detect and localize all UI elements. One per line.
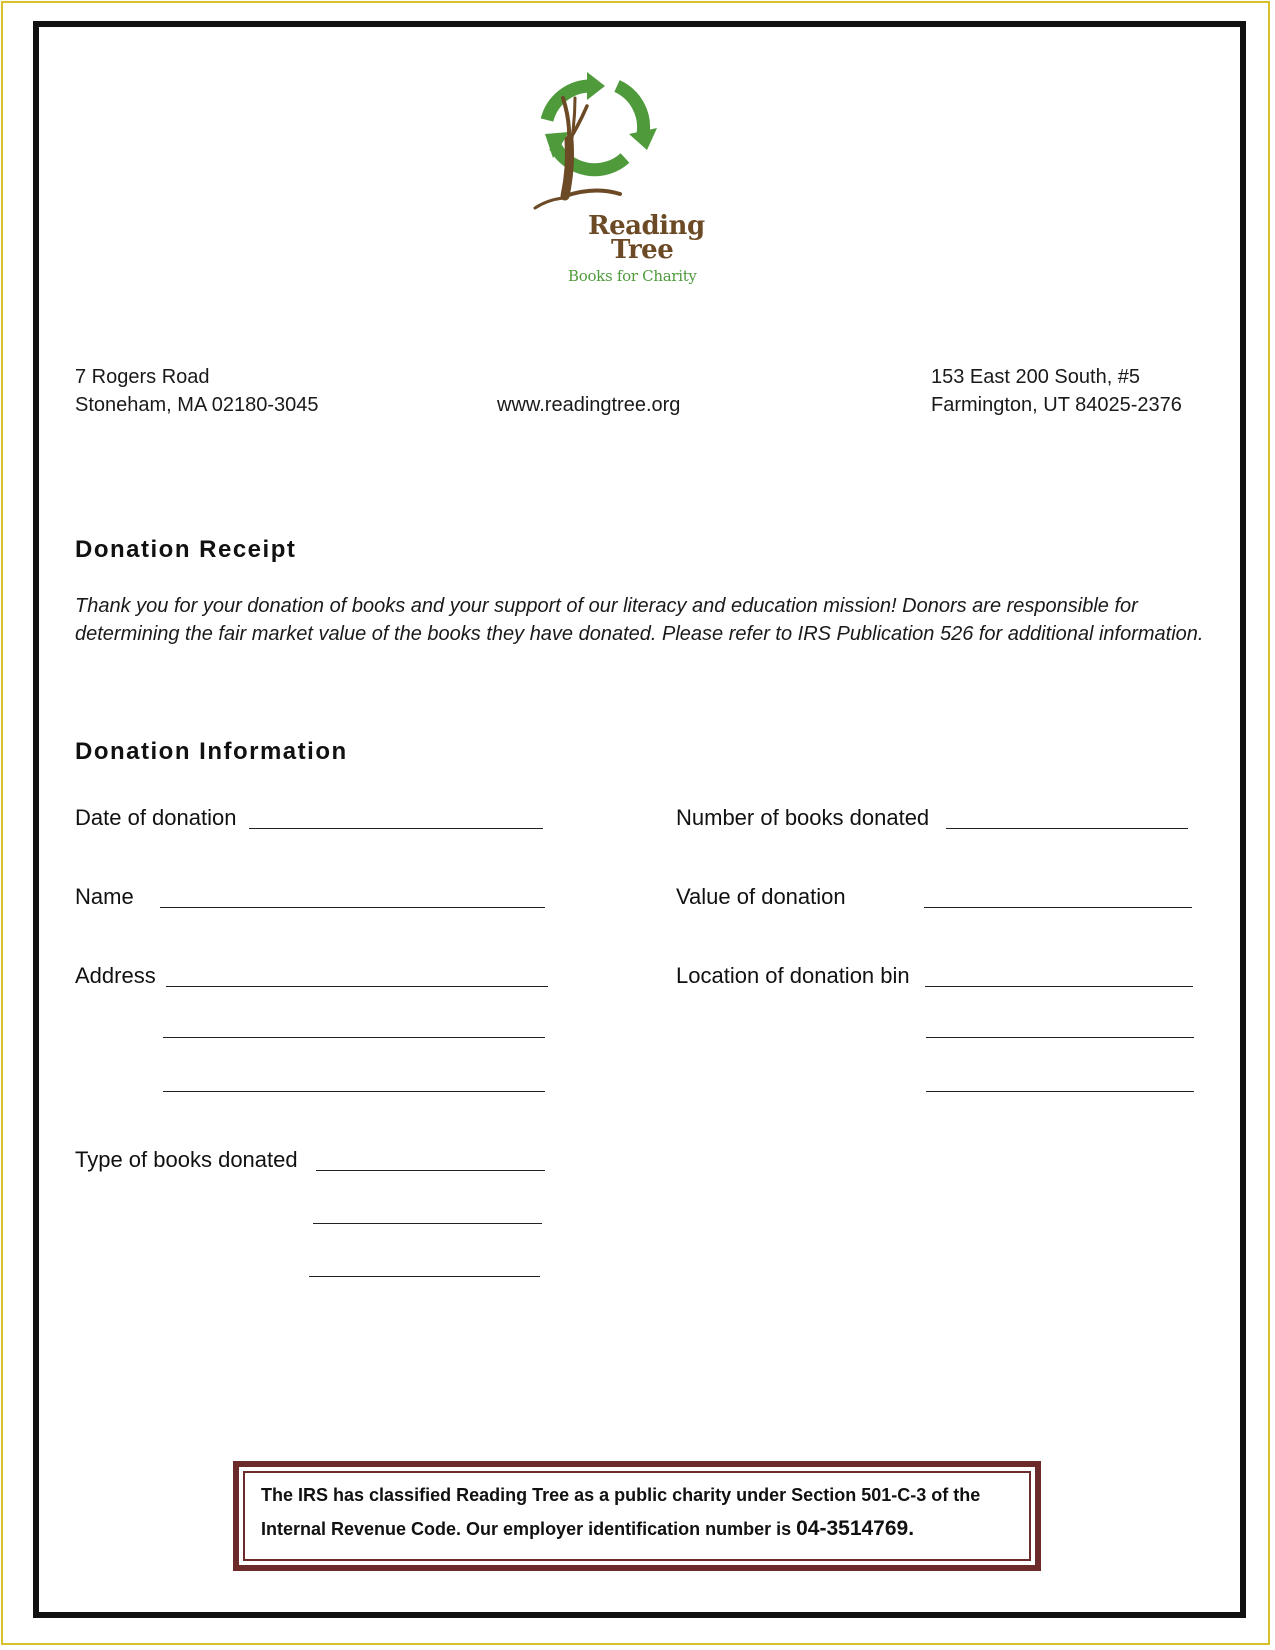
logo-tagline: Books for Charity xyxy=(568,267,697,285)
date-of-donation-field[interactable] xyxy=(249,828,543,829)
donation-information-heading: Donation Information xyxy=(75,738,348,765)
number-of-books-label: Number of books donated xyxy=(676,805,930,830)
irs-notice-body: The IRS has classified Reading Tree as a public charity under Section 501-C-3 of the Internal Revenue Code. Our employer identification number is xyxy=(261,1485,981,1539)
address-left-line1: 7 Rogers Road xyxy=(75,366,210,388)
employer-identification-number: 04-3514769. xyxy=(796,1517,915,1540)
address-farmington xyxy=(931,363,1182,419)
address-field-line2[interactable] xyxy=(163,1037,545,1038)
reading-tree-logo xyxy=(525,68,705,288)
name-field[interactable] xyxy=(160,907,545,908)
address-label: Address xyxy=(75,963,156,988)
type-of-books-field-line1[interactable] xyxy=(316,1170,545,1171)
intro-paragraph: Thank you for your donation of books and your support of our literacy and education mission! Donors are responsible for determining the fair market value of the books they have donated. Please refer to IRS Publication 526 for additional information. xyxy=(75,595,1204,645)
website-link[interactable]: www.readingtree.org xyxy=(497,394,681,416)
type-of-books-field-line3[interactable] xyxy=(309,1276,540,1277)
irs-notice-text xyxy=(261,1479,1021,1546)
donation-bin-location-field-line1[interactable] xyxy=(925,986,1193,987)
irs-notice-box xyxy=(233,1461,1041,1571)
type-of-books-field-line2[interactable] xyxy=(313,1223,542,1224)
tree-recycle-icon xyxy=(525,68,705,218)
logo-name-reading: Reading xyxy=(588,211,705,241)
value-of-donation-label: Value of donation xyxy=(676,884,846,909)
donation-bin-location-field-line2[interactable] xyxy=(926,1037,1194,1038)
date-of-donation-label: Date of donation xyxy=(75,805,237,830)
address-right-line2: Farmington, UT 84025-2376 xyxy=(931,394,1182,416)
name-label: Name xyxy=(75,884,134,909)
donation-receipt-heading: Donation Receipt xyxy=(75,536,297,563)
address-right-line1: 153 East 200 South, #5 xyxy=(931,366,1141,388)
type-of-books-label: Type of books donated xyxy=(75,1147,298,1172)
donation-bin-location-field-line3[interactable] xyxy=(926,1091,1194,1092)
address-stoneham xyxy=(75,363,319,419)
donation-bin-location-label: Location of donation bin xyxy=(676,963,910,988)
address-field-line1[interactable] xyxy=(166,986,548,987)
address-field-line3[interactable] xyxy=(163,1091,545,1092)
value-of-donation-field[interactable] xyxy=(924,907,1192,908)
logo-name-tree: Tree xyxy=(611,235,674,265)
number-of-books-field[interactable] xyxy=(946,828,1188,829)
address-left-line2: Stoneham, MA 02180-3045 xyxy=(75,394,319,416)
